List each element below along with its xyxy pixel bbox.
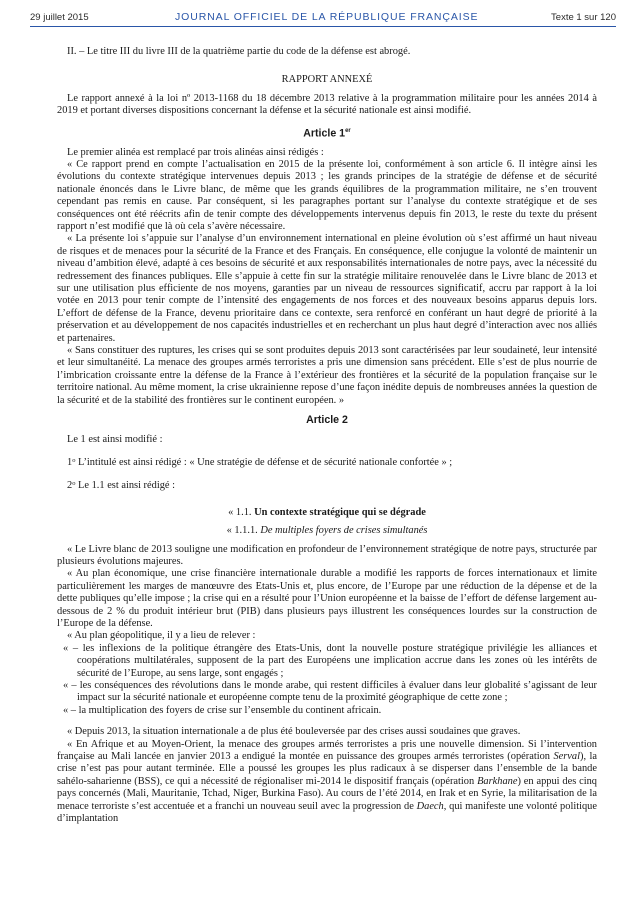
article-1-para-2: « Ce rapport prend en compte l’actualisation en 2015 de la présente loi, conformément à son article 6. Il intègre ainsi les évolutions du contexte stratégique intervenues depuis 2013 ; les grands principes de la stratégie de défense et de sécurité nationale énoncés dans le Livre blanc, de même que les grands équilibres de la programmation militaire, ne s’en trouvent cependant pas remis en cause. Par conséquent, si les paragraphes portant sur l’analyse du contexte stratégique et de ses conséquences ont été réécrits afin de tenir compte des développements intervenus depuis fin 2013, le reste du texte du présent rapport n’est modifié que là où cela s’avère nécessaire. [57,158,597,232]
article-1-superscript: er [345,127,351,134]
annex-title: RAPPORT ANNEXÉ [281,74,373,86]
body-para-5-part-c: ) en appui des cinq pays concernés (Mali, Mauritanie, Tchad, Niger, Burkina Faso). Au cours de l’été 2014, en Irak et en Syrie, la militarisation de la menace terroriste s’est accentuée et a franchi un nouveau seuil avec la progression de [57,775,597,812]
body-para-1: « Le Livre blanc de 2013 souligne une modification en profondeur de l’environnement stratégique de notre pays, structurée par plusieurs évolutions majeures. [57,543,597,567]
article-2-para-1: Le 1 est ainsi modifié : [67,433,163,445]
page-header [30,9,616,27]
item-1-number: 1 [67,456,73,468]
body-para-3: « Au plan géopolitique, il y a lieu de relever : [67,630,256,642]
article-1-para-3: « La présente loi s’appuie sur l’analyse d’un environnement international en pleine évolution où s’est affirmé un haut niveau de risques et de menaces pour la sécurité de la France et des Français. En conséquence, elle conjugue la volonté de maintenir un niveau d’ambition élevé, adapté à ces besoins de sécurité et aux responsabilités internationales de notre pays, avec la nécessité du redressement des finances publiques. Elle s’appuie à cette fin sur la stratégie militaire renouvelée dans le Livre blanc de 2013 et sur une utilisation plus efficiente de nos moyens, garanties par un niveau de ressources significatif, accru par rapport à la loi votée en 2013 pour tenir compte de l’intensité des engagements de nos forces et des nouveaux besoins apparus depuis lors. L’effort de défense de la France, devenu prioritaire dans ce contexte, sera renforcé en conférant un haut degré de priorité à la préservation et au développement de nos capacités industrielles et en recherchant un plus haut degré d’interaction avec nos alliés et partenaires. [57,233,597,344]
body-para-4: « Depuis 2013, la situation internationale a de plus été bouleversée par des crises aussi soudaines que graves. [67,726,521,738]
body-para-5-part-a: « En Afrique et au Moyen-Orient, la menace des groupes armés terroristes a pris une nouvelle dimension. Si l’intervention française au Mali lancée en janvier 2013 a endigué la montée en puissance des groupes armés terroristes (opération [57,738,597,763]
article-1-heading [57,125,597,140]
item-2-degree: o [72,480,76,488]
daech-term: Daech [416,800,444,812]
operation-barkhane: Barkhane [477,775,518,787]
section-1-1-number: « 1.1. [228,506,255,518]
item-2-number: 2 [67,480,73,492]
section-1-1-1-text: De multiples foyers de crises simultanés [260,525,428,537]
item-1-text: L’intitulé est ainsi rédigé : « Une stratégie de défense et de sécurité nationale confortée » ; [75,456,453,468]
dash-item-2: « – les conséquences des révolutions dans le monde arabe, qui restent difficiles à évaluer dans leur globalité s’agissant de leur impact sur la sécurité nationale et européenne compte tenu de la proximité géographique de cette zone ; [63,680,597,704]
item-2-text: Le 1.1 est ainsi rédigé : [75,480,176,492]
header-divider [30,26,616,27]
section-1-1-1-title [57,525,597,537]
header-date: 29 juillet 2015 [30,12,89,23]
article-1-para-4: « Sans constituer des ruptures, les crises qui se sont produites depuis 2013 sont caractérisées par leur soudaineté, leur intensité et leur simultanéité. La menace des groupes armés terroristes a pris une dimension sans précédent. Elle s’est de plus nourrie de l’imbrication croissante entre la défense de la France à l’extérieur des frontières et la sécurité de la population française sur le territoire national. Au même moment, la crise ukrainienne repose d’une façon inédite depuis de nombreuses années la question de la sécurité et de la stabilité des frontières sur le continent européen. » [57,345,597,406]
section-1-1-1-number: « 1.1.1. [226,525,261,537]
section-1-1-title [57,507,597,519]
article-2-item-2 [57,478,597,492]
section-1-1-text: Un contexte stratégique qui se dégrade [254,506,426,518]
document-body [57,46,597,825]
paragraph-annex: Le rapport annexé à la loi nº 2013-1168 du 18 décembre 2013 relative à la programmation militaire pour les années 2014 à 2019 et portant diverses dispositions concernant la défense et la sécurité nationale est ainsi modifié. [57,92,597,117]
header-page-counter: Texte 1 sur 120 [551,12,616,23]
item-1-degree: o [72,456,76,464]
body-para-5-part-d: , qui manifeste une volonté politique d’implantation [57,800,597,825]
article-2-item-1 [57,455,597,469]
body-para-5 [57,739,597,826]
article-1-para-1: Le premier alinéa est remplacé par trois alinéas ainsi rédigés : [67,146,324,158]
article-2-heading: Article 2 [306,414,348,427]
body-para-5-part-b: ), la crise n’est pas pour autant terminée. Elle a poussé les groupes les plus radicaux à se disperser dans l’ensemble de la bande sahélo-saharienne (BSS), ce qui a nécessité de régionaliser mi-2014 le dispositif français (opération [57,751,597,787]
header-journal-title: JOURNAL OFFICIEL DE LA RÉPUBLIQUE FRANÇAISE [175,11,479,23]
operation-serval: Serval [553,751,580,763]
article-1-title: Article 1 [303,127,346,140]
body-para-2: « Au plan économique, une crise financière internationale durable a modifié les rapports de forces internationaux et limite particulièrement les marges de manœuvre des Etats-Unis et, plus encore, de l’Europe par une réduction de la dépense et de la dette publiques qu’elle impose ; la crise qui en a résulté pour l’Union européenne et la baisse de l’effort de défense largement au-dessous de 2 % du produit intérieur brut (PIB) dans plusieurs pays illustrent les conséquences lourdes sur la construction de l’Europe de la défense. [57,568,597,629]
paragraph-ii: II. – Le titre III du livre III de la quatrième partie du code de la défense est abrogé. [67,46,411,57]
dash-item-1: « – les inflexions de la politique étrangère des Etats-Unis, dont la nouvelle posture stratégique privilégie les alliances et coopérations multilatérales, supposent de la part des Européens une implication accrue dans les zones où les intérêts de sécurité de l’Europe, au sens large, sont engagés ; [63,642,597,679]
dash-item-3: « – la multiplication des foyers de crise sur l’ensemble du continent africain. [63,704,382,716]
